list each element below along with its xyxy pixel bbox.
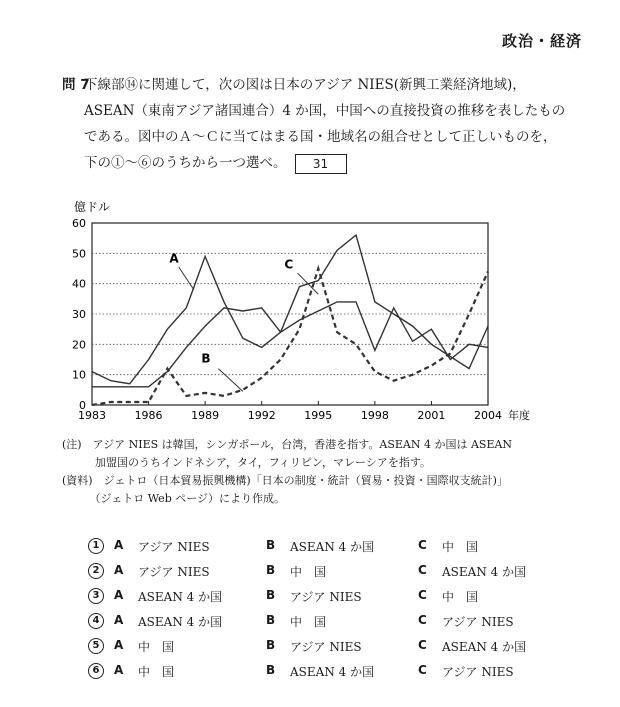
y-tick-label: 40 — [72, 277, 86, 291]
option-number: 5 — [88, 638, 104, 654]
question-line-2: ASEAN（東南アジア諸国連合）4 か国，中国への直接投資の推移を表したもの — [84, 103, 566, 119]
y-tick-label: 50 — [72, 247, 86, 261]
y-tick-label: 60 — [72, 217, 86, 230]
option-key-c: C — [418, 613, 427, 627]
x-tick-label: 1995 — [304, 409, 333, 422]
note-line-1: (注) アジア NIES は韓国，シンガポール，台湾，香港を指す。ASEAN 4 か国は ASEAN — [62, 438, 513, 451]
x-tick-label: 2004 — [474, 409, 502, 422]
question-line-4-text: 下の①～⑥のうちから一つ選べ。 — [84, 155, 287, 171]
option-value-b: 中 国 — [290, 565, 327, 579]
x-tick-label: 2001 — [417, 409, 446, 422]
option-number: 2 — [88, 563, 104, 579]
x-tick-label: 1983 — [78, 409, 106, 422]
option-key-a: A — [114, 638, 124, 652]
option-value-c: アジア NIES — [442, 615, 514, 629]
option-key-a: A — [114, 663, 124, 677]
label-pointer — [218, 369, 243, 392]
option-value-c: 中 国 — [442, 540, 479, 554]
option-value-a: ASEAN 4 か国 — [138, 590, 223, 604]
y-tick-label: 0 — [79, 399, 86, 412]
option-key-c: C — [418, 563, 427, 577]
series-label-c: C — [284, 257, 294, 272]
option-number: 1 — [88, 538, 104, 554]
option-number: 3 — [88, 588, 104, 604]
option-value-c: ASEAN 4 か国 — [442, 640, 527, 654]
option-key-c: C — [418, 588, 427, 602]
option-row-2[interactable] — [88, 563, 548, 583]
option-value-c: アジア NIES — [442, 665, 514, 679]
y-tick-label: 20 — [72, 338, 86, 352]
option-value-a: 中 国 — [138, 665, 175, 679]
option-key-b: B — [266, 638, 276, 652]
option-number: 4 — [88, 613, 104, 629]
note-line-2: 加盟国のうちインドネシア，タイ，フィリピン，マレーシアを指す。 — [62, 456, 431, 469]
option-key-b: B — [266, 563, 276, 577]
option-row-4[interactable] — [88, 613, 548, 633]
question-label: 問 7 — [62, 77, 90, 93]
x-tick-label: 1986 — [134, 409, 163, 422]
question-line-3: である。図中のＡ～Ｃに当てはまる国・地域名の組合せとして正しいものを， — [84, 129, 557, 145]
notes — [62, 436, 512, 508]
option-key-a: A — [114, 613, 124, 627]
option-value-b: アジア NIES — [290, 640, 362, 654]
option-row-1[interactable] — [88, 538, 548, 558]
answer-box[interactable]: 31 — [295, 154, 347, 174]
series-label-a: A — [169, 251, 179, 266]
option-key-b: B — [266, 538, 276, 552]
option-value-b: ASEAN 4 か国 — [290, 665, 375, 679]
x-tick-label: 1992 — [247, 409, 276, 422]
option-value-a: アジア NIES — [138, 540, 210, 554]
investment-line-chart — [0, 195, 620, 435]
option-row-3[interactable] — [88, 588, 548, 608]
option-key-c: C — [418, 638, 427, 652]
x-tick-label: 1998 — [360, 409, 389, 422]
option-key-b: B — [266, 588, 276, 602]
source-line-2: （ジェトロ Web ページ）により作成。 — [62, 492, 286, 505]
option-key-b: B — [266, 663, 276, 677]
option-value-a: アジア NIES — [138, 565, 210, 579]
option-value-b: アジア NIES — [290, 590, 362, 604]
option-value-b: ASEAN 4 か国 — [290, 540, 375, 554]
option-key-c: C — [418, 663, 427, 677]
option-row-5[interactable] — [88, 638, 548, 658]
x-tick-label: 1989 — [191, 409, 220, 422]
option-key-c: C — [418, 538, 427, 552]
option-key-a: A — [114, 563, 124, 577]
source-line-1: (資料) ジェトロ（日本貿易振興機構)「日本の制度・統計（貿易・投資・国際収支統計)」 — [62, 474, 508, 487]
series-label-b: B — [201, 351, 211, 366]
option-value-b: 中 国 — [290, 615, 327, 629]
option-value-c: ASEAN 4 か国 — [442, 565, 527, 579]
y-axis-label: 億ドル — [74, 200, 111, 214]
option-key-b: B — [266, 613, 276, 627]
label-pointer — [179, 267, 194, 290]
option-row-6[interactable] — [88, 663, 548, 683]
option-value-a: 中 国 — [138, 640, 175, 654]
y-tick-label: 10 — [72, 368, 86, 382]
option-key-a: A — [114, 588, 124, 602]
y-tick-label: 30 — [72, 308, 86, 321]
option-number: 6 — [88, 663, 104, 679]
option-key-a: A — [114, 538, 124, 552]
question-line-4 — [84, 150, 347, 176]
section-header: 政治・経済 — [501, 32, 582, 50]
question-line-1: 下線部⑭に関連して，次の図は日本のアジア NIES(新興工業経済地域)， — [84, 77, 526, 93]
x-axis-label: 年度 — [508, 409, 530, 422]
option-value-c: 中 国 — [442, 590, 479, 604]
option-value-a: ASEAN 4 か国 — [138, 615, 223, 629]
